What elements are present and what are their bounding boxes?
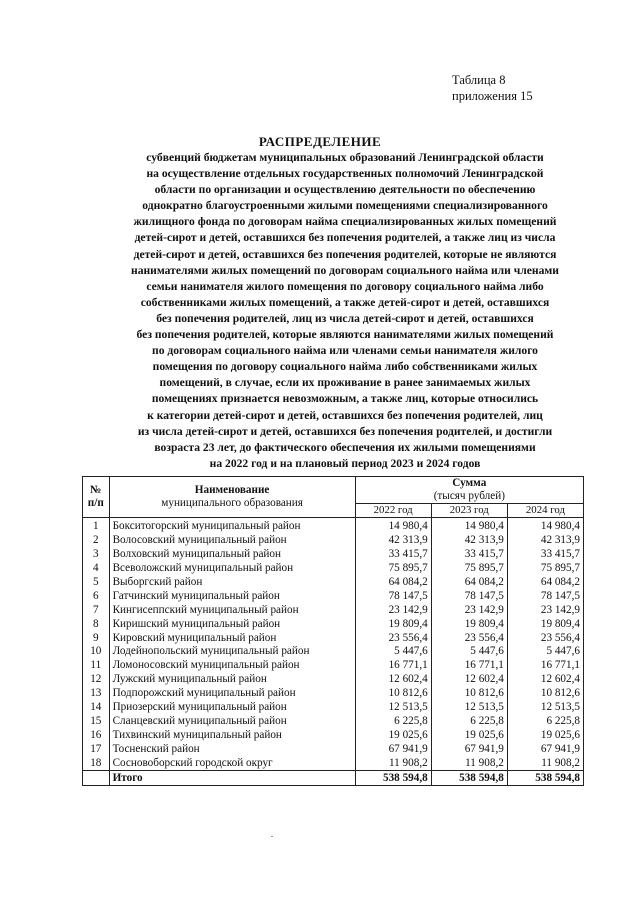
amount-2022: 5 447,6	[355, 645, 431, 659]
amount-2022: 11 908,2	[355, 756, 431, 770]
subtitle-line: семьи нанимателя жилого помещения по договору социального найма либо	[146, 279, 544, 293]
amount-2022: 75 895,7	[355, 562, 431, 576]
municipality-name: Волосовский муниципальный район	[109, 534, 355, 548]
amount-2022: 16 771,1	[355, 659, 431, 673]
amount-2024: 16 771,1	[507, 659, 583, 673]
subtitle-line: из числа детей-сирот и детей, оставшихся без попечения родителей, и достигли	[137, 424, 553, 438]
subtitle-line: собственниками жилых помещений, а также детей-сирот и детей, оставшихся	[140, 295, 550, 309]
table-row	[83, 617, 584, 631]
appendix-reference	[452, 72, 533, 104]
amount-2022: 67 941,9	[355, 742, 431, 756]
municipality-name: Кировский муниципальный район	[109, 631, 355, 645]
municipality-name: Выборгский район	[109, 576, 355, 590]
row-number: 17	[83, 742, 110, 756]
scan-speck	[271, 836, 273, 837]
document-subtitle	[78, 150, 612, 472]
amount-2024: 75 895,7	[507, 562, 583, 576]
row-number: 5	[83, 576, 110, 590]
row-number: 7	[83, 603, 110, 617]
municipality-name: Кингисеппский муниципальный район	[109, 603, 355, 617]
amount-2024: 12 513,5	[507, 701, 583, 715]
table-row	[83, 756, 584, 770]
table-number: Таблица 8	[452, 73, 506, 87]
row-number: 8	[83, 617, 110, 631]
row-number: 10	[83, 645, 110, 659]
municipality-name: Волховский муниципальный район	[109, 548, 355, 562]
amount-2023: 5 447,6	[431, 645, 507, 659]
amount-2022: 12 513,5	[355, 701, 431, 715]
amount-2024: 64 084,2	[507, 576, 583, 590]
row-number: 15	[83, 714, 110, 728]
table-row	[83, 728, 584, 742]
amount-2022: 19 025,6	[355, 728, 431, 742]
table-row	[83, 562, 584, 576]
amount-2023: 14 980,4	[431, 518, 507, 534]
table-row	[83, 673, 584, 687]
amount-2023: 12 513,5	[431, 701, 507, 715]
municipality-name: Лужский муниципальный район	[109, 673, 355, 687]
header-number: № п/п	[83, 477, 110, 518]
table-row	[83, 576, 584, 590]
table-row	[83, 701, 584, 715]
total-label: Итого	[109, 771, 355, 786]
subtitle-line: нанимателями жилых помещений по договорам социального найма или членами	[131, 263, 559, 277]
municipality-name: Киришский муниципальный район	[109, 617, 355, 631]
amount-2024: 14 980,4	[507, 518, 583, 534]
amount-2022: 33 415,7	[355, 548, 431, 562]
amount-2022: 19 809,4	[355, 617, 431, 631]
municipality-name: Лодейнопольский муниципальный район	[109, 645, 355, 659]
subtitle-line: на 2022 год и на плановый период 2023 и 2024 годов	[209, 456, 481, 470]
amount-2024: 42 313,9	[507, 534, 583, 548]
row-number: 18	[83, 756, 110, 770]
header-year-2024: 2024 год	[507, 504, 583, 518]
header-name: Наименование муниципального образования	[109, 477, 355, 518]
total-2024: 538 594,8	[507, 771, 583, 786]
amount-2022: 23 142,9	[355, 603, 431, 617]
amount-2023: 75 895,7	[431, 562, 507, 576]
document-title: РАСПРЕДЕЛЕНИЕ	[258, 134, 382, 149]
amount-2023: 67 941,9	[431, 742, 507, 756]
table-row	[83, 534, 584, 548]
subtitle-line: однократно благоустроенными жилыми помещениями специализированного	[142, 199, 548, 213]
row-number: 16	[83, 728, 110, 742]
subtitle-line: помещения по договору социального найма либо собственниками жилых	[152, 360, 538, 374]
amount-2023: 64 084,2	[431, 576, 507, 590]
subtitle-line: субвенций бюджетам муниципальных образований Ленинградской области	[146, 151, 544, 164]
table-row	[83, 518, 584, 534]
amount-2022: 42 313,9	[355, 534, 431, 548]
municipality-name: Ломоносовский муниципальный район	[109, 659, 355, 673]
amount-2022: 64 084,2	[355, 576, 431, 590]
amount-2022: 6 225,8	[355, 714, 431, 728]
row-number: 9	[83, 631, 110, 645]
subtitle-line: к категории детей-сирот и детей, оставшихся без попечения родителей, лиц	[147, 408, 543, 422]
amount-2023: 10 812,6	[431, 687, 507, 701]
header-year-2022: 2022 год	[355, 504, 431, 518]
amount-2024: 23 556,4	[507, 631, 583, 645]
subtitle-line: на осуществление отдельных государственных полномочий Ленинградской	[146, 167, 544, 181]
amount-2024: 23 142,9	[507, 603, 583, 617]
appendix-number: приложения 15	[452, 89, 533, 103]
municipality-name: Тихвинский муниципальный район	[109, 728, 355, 742]
amount-2023: 11 908,2	[431, 756, 507, 770]
subtitle-line: помещений, в случае, если их проживание в ранее занимаемых жилых	[159, 376, 531, 390]
table-row	[83, 742, 584, 756]
subtitle-line: без попечения родителей, которые являются нанимателями жилых помещений	[136, 328, 554, 342]
distribution-table	[82, 476, 584, 786]
total-2023: 538 594,8	[431, 771, 507, 786]
municipality-name: Тосненский район	[109, 742, 355, 756]
amount-2022: 12 602,4	[355, 673, 431, 687]
amount-2022: 23 556,4	[355, 631, 431, 645]
municipality-name: Приозерский муниципальный район	[109, 701, 355, 715]
amount-2024: 19 025,6	[507, 728, 583, 742]
row-number: 2	[83, 534, 110, 548]
amount-2023: 42 313,9	[431, 534, 507, 548]
amount-2024: 19 809,4	[507, 617, 583, 631]
amount-2023: 23 142,9	[431, 603, 507, 617]
municipality-name: Сланцевский муниципальный район	[109, 714, 355, 728]
total-num-cell	[83, 771, 110, 786]
header-sum: Сумма (тысяч рублей)	[355, 477, 583, 504]
municipality-name: Подпорожский муниципальный район	[109, 687, 355, 701]
subtitle-line: области по организации и осуществлению деятельности по обеспечению	[154, 183, 536, 197]
subtitle-line: помещениях признается невозможным, а также лиц, которые относились	[151, 392, 539, 406]
row-number: 3	[83, 548, 110, 562]
amount-2024: 12 602,4	[507, 673, 583, 687]
table-row	[83, 645, 584, 659]
amount-2024: 6 225,8	[507, 714, 583, 728]
header-year-2023: 2023 год	[431, 504, 507, 518]
municipality-name: Бокситогорский муниципальный район	[109, 518, 355, 534]
municipality-name: Сосновоборский городской округ	[109, 756, 355, 770]
table-row	[83, 687, 584, 701]
row-number: 14	[83, 701, 110, 715]
row-number: 12	[83, 673, 110, 687]
amount-2024: 67 941,9	[507, 742, 583, 756]
amount-2023: 16 771,1	[431, 659, 507, 673]
amount-2024: 10 812,6	[507, 687, 583, 701]
amount-2024: 33 415,7	[507, 548, 583, 562]
total-2022: 538 594,8	[355, 771, 431, 786]
table-row	[83, 548, 584, 562]
subtitle-line: возраста 23 лет, до фактического обеспечения их жилыми помещениями	[154, 440, 536, 454]
amount-2023: 12 602,4	[431, 673, 507, 687]
row-number: 1	[83, 518, 110, 534]
table-row	[83, 714, 584, 728]
amount-2022: 10 812,6	[355, 687, 431, 701]
subtitle-line: детей-сирот и детей, оставшихся без попечения родителей, которые не являются	[133, 247, 557, 261]
municipality-name: Гатчинский муниципальный район	[109, 589, 355, 603]
table-row	[83, 659, 584, 673]
row-number: 4	[83, 562, 110, 576]
subtitle-line: без попечения родителей, лиц из числа детей-сирот и детей, оставшихся	[156, 311, 534, 325]
table-row	[83, 589, 584, 603]
subtitle-line: по договорам социального найма или членами семьи нанимателя жилого	[152, 344, 538, 358]
subtitle-line: детей-сирот и детей, оставшихся без попечения родителей, а также лиц из числа	[134, 231, 556, 245]
row-number: 11	[83, 659, 110, 673]
amount-2023: 33 415,7	[431, 548, 507, 562]
row-number: 6	[83, 589, 110, 603]
amount-2024: 5 447,6	[507, 645, 583, 659]
amount-2023: 19 025,6	[431, 728, 507, 742]
subtitle-line: жилищного фонда по договорам найма специализированных жилых помещений	[133, 215, 557, 229]
amount-2023: 6 225,8	[431, 714, 507, 728]
table-row	[83, 631, 584, 645]
table-row	[83, 603, 584, 617]
amount-2023: 78 147,5	[431, 589, 507, 603]
amount-2023: 19 809,4	[431, 617, 507, 631]
municipality-name: Всеволожский муниципальный район	[109, 562, 355, 576]
amount-2022: 78 147,5	[355, 589, 431, 603]
amount-2023: 23 556,4	[431, 631, 507, 645]
total-row	[83, 771, 584, 786]
amount-2024: 78 147,5	[507, 589, 583, 603]
row-number: 13	[83, 687, 110, 701]
table-body	[83, 518, 584, 771]
amount-2024: 11 908,2	[507, 756, 583, 770]
amount-2022: 14 980,4	[355, 518, 431, 534]
